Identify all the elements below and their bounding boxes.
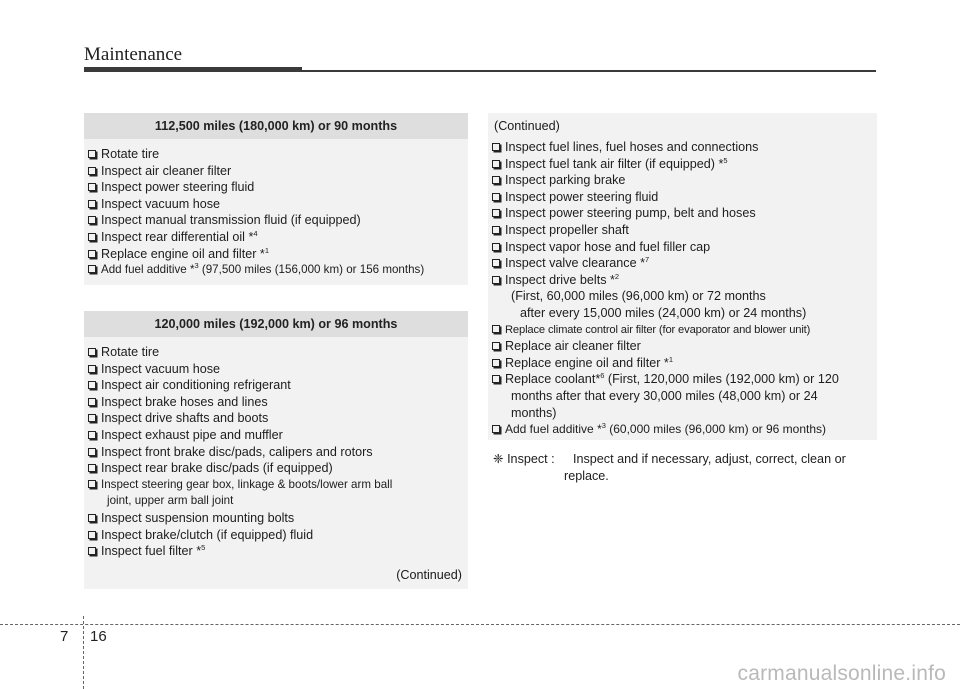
checkbox-icon <box>492 342 500 350</box>
schedule-box-112500 <box>84 113 468 285</box>
watermark: carmanualsonline.info <box>737 662 946 685</box>
page-title: Maintenance <box>84 44 183 65</box>
checkbox-icon <box>492 143 500 151</box>
list-item: Inspect fuel filter *$^5$ <box>84 543 468 560</box>
list-item: Inspect suspension mounting bolts <box>84 510 468 527</box>
footnote-ref: 5 <box>201 543 206 553</box>
list-item: Inspect air cleaner filter <box>84 163 468 180</box>
list-item: Inspect propeller shaft <box>488 222 877 239</box>
checkbox-icon <box>492 325 500 333</box>
list-item: Inspect rear differential oil *$^4$ <box>84 229 468 246</box>
list-item: Inspect valve clearance *$^7$ <box>488 255 877 272</box>
checkbox-icon <box>88 431 96 439</box>
list-item: Rotate tire <box>84 146 468 163</box>
checkbox-icon <box>492 226 500 234</box>
checkbox-icon <box>88 531 96 539</box>
checklist <box>84 337 468 560</box>
checklist <box>84 139 468 279</box>
checkbox-icon <box>88 348 96 356</box>
checkbox-icon <box>88 464 96 472</box>
list-item: Replace engine oil and filter *$^1$ <box>488 355 877 372</box>
inspect-note <box>493 451 877 485</box>
continued-label: (Continued) <box>494 119 560 133</box>
checkbox-icon <box>88 265 96 273</box>
list-item: Replace coolant*$^6$ (First, 120,000 miles (192,000 km) or 120 <box>488 371 877 388</box>
list-item: Add fuel additive *$^3$ (97,500 miles (156,000 km) or 156 months) <box>84 262 468 279</box>
list-item-continuation: (First, 60,000 miles (96,000 km) or 72 months <box>511 289 766 304</box>
list-item: Inspect vapor hose and fuel filler cap <box>488 239 877 256</box>
checkbox-icon <box>88 250 96 258</box>
note-text: Inspect and if necessary, adjust, correct, clean or <box>573 452 846 466</box>
list-item: Inspect power steering fluid <box>84 179 468 196</box>
header-bar-thick <box>84 67 302 72</box>
checkbox-icon <box>492 160 500 168</box>
checkbox-icon <box>88 183 96 191</box>
list-item: Inspect parking brake <box>488 172 877 189</box>
checkbox-icon <box>492 193 500 201</box>
checkbox-icon <box>88 381 96 389</box>
note-symbol-icon: ❈ <box>493 452 504 466</box>
list-item-continuation: months after that every 30,000 miles (48,000 km) or 24 <box>511 388 818 403</box>
list-item: Inspect manual transmission fluid (if equipped) <box>84 212 468 229</box>
footer-rule <box>0 624 960 625</box>
continued-label: (Continued) <box>396 567 462 582</box>
list-item-continuation: months) <box>511 405 557 420</box>
checkbox-icon <box>88 514 96 522</box>
footnote-ref: 3 <box>601 421 606 431</box>
checkbox-icon <box>88 167 96 175</box>
footnote-ref: 2 <box>614 271 620 281</box>
header-rule <box>302 70 876 72</box>
box-heading: 120,000 miles (192,000 km) or 96 months <box>84 311 468 337</box>
list-item: Inspect fuel lines, fuel hoses and connections <box>488 139 877 156</box>
checkbox-icon <box>492 243 500 251</box>
note-text-continuation: replace. <box>564 469 609 483</box>
checkbox-icon <box>492 276 500 284</box>
list-item: Add fuel additive *$^3$ (60,000 miles (96,000 km) or 96 months) <box>488 421 877 438</box>
checkbox-icon <box>88 216 96 224</box>
list-item: Inspect rear brake disc/pads (if equipped) <box>84 460 468 477</box>
checkbox-icon <box>88 233 96 241</box>
footnote-ref: 1 <box>264 245 269 255</box>
list-item-continuation: after every 15,000 miles (24,000 km) or 24 months) <box>520 305 807 320</box>
page-number: 16 <box>90 628 107 645</box>
checkbox-icon <box>492 176 500 184</box>
list-item: Rotate tire <box>84 344 468 361</box>
footnote-ref: 4 <box>253 228 258 238</box>
checkbox-icon <box>492 375 500 383</box>
footnote-ref: 1 <box>668 354 673 364</box>
checkbox-icon <box>88 398 96 406</box>
list-item: Inspect drive belts *$^2$ <box>488 272 877 289</box>
list-item: Inspect exhaust pipe and muffler <box>84 427 468 444</box>
footnote-ref: 5 <box>723 155 728 165</box>
schedule-box-120000 <box>84 311 468 589</box>
list-item: Replace engine oil and filter *$^1$ <box>84 246 468 263</box>
checkbox-icon <box>88 547 96 555</box>
list-item: Inspect vacuum hose <box>84 196 468 213</box>
note-label: ❈ Inspect : <box>493 452 555 466</box>
list-item: Replace climate control air filter (for evaporator and blower unit) <box>488 322 877 339</box>
section-number: 7 <box>60 628 69 645</box>
footnote-ref: 7 <box>645 255 650 265</box>
list-item: Inspect front brake disc/pads, calipers and rotors <box>84 444 468 461</box>
list-item: Inspect power steering pump, belt and hoses <box>488 205 877 222</box>
checkbox-icon <box>492 259 500 267</box>
footnote-ref: 6 <box>600 371 605 381</box>
checkbox-icon <box>88 200 96 208</box>
list-item: Inspect brake/clutch (if equipped) fluid <box>84 527 468 544</box>
checkbox-icon <box>88 480 96 488</box>
list-item: Inspect drive shafts and boots <box>84 410 468 427</box>
schedule-box-120000-continued <box>488 113 877 440</box>
list-item: Replace air cleaner filter <box>488 338 877 355</box>
checkbox-icon <box>88 365 96 373</box>
checkbox-icon <box>88 150 96 158</box>
list-item: Inspect brake hoses and lines <box>84 394 468 411</box>
checkbox-icon <box>492 359 500 367</box>
footer-divider <box>83 616 84 689</box>
checkbox-icon <box>88 448 96 456</box>
list-item: Inspect vacuum hose <box>84 361 468 378</box>
box-heading: 112,500 miles (180,000 km) or 90 months <box>84 113 468 139</box>
list-item: Inspect steering gear box, linkage & boots/lower arm ball <box>84 477 468 494</box>
checkbox-icon <box>492 209 500 217</box>
footnote-ref: 3 <box>194 261 199 271</box>
checkbox-icon <box>88 414 96 422</box>
checklist <box>488 139 877 438</box>
list-item-continuation: joint, upper arm ball joint <box>107 494 234 508</box>
list-item: Inspect fuel tank air filter (if equipped) *$^5$ <box>488 156 877 173</box>
list-item: Inspect power steering fluid <box>488 189 877 206</box>
list-item: Inspect air conditioning refrigerant <box>84 377 468 394</box>
checkbox-icon <box>492 425 500 433</box>
